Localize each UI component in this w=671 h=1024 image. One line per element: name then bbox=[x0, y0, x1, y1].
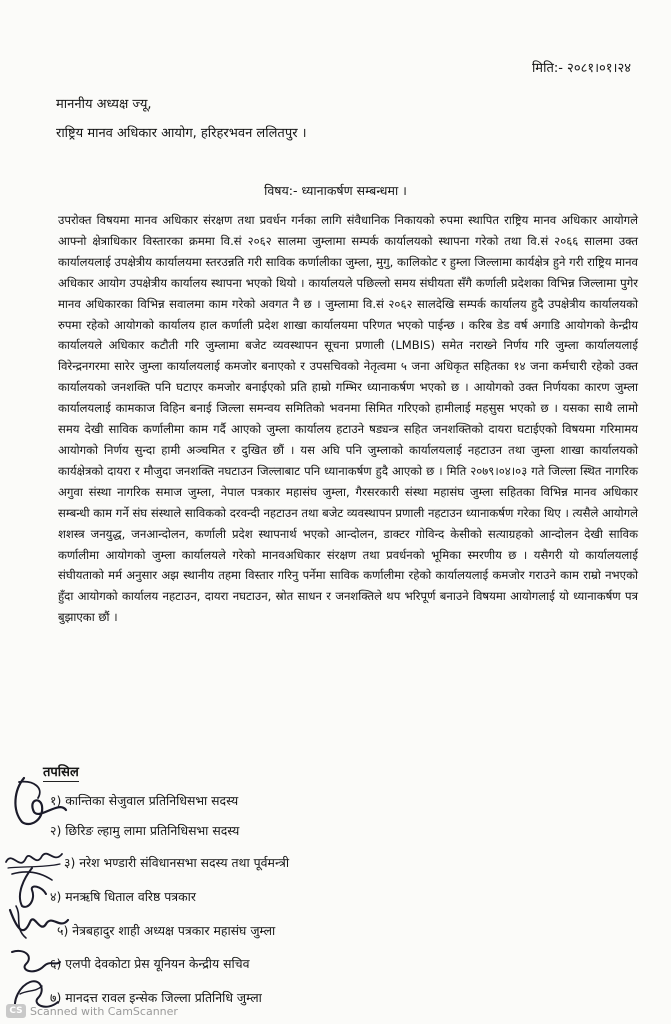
cc-item-7: ७) मानदत्त रावल इन्सेक जिल्ला प्रतिनिधि जुम्ला bbox=[50, 990, 262, 1005]
recipient-address: राष्ट्रिय मानव अधिकार आयोग, हरिहरभवन ललितपुर । bbox=[56, 126, 307, 141]
letter-body: उपरोक्त विषयमा मानव अधिकार संरक्षण तथा प्रवर्धन गर्नका लागि संवैधानिक निकायको रुपमा स्थापित राष्ट्रिय मानव अधिकार आयोगले आफ्नो क्षेत्राधिकार विस्तारका क्रममा वि.सं २०६२ सालमा जुम्लामा सम्पर्क कार्यालयको स्थापना गरेको तथा वि.सं २०६६ सालमा उक्त कार्यालयलाई उपक्षेत्रीय कार्यालयमा स्तरउन्नति गरी साविक कर्णालीका जुम्ला, मुगु, कालिकोट र हुम्ला जिल्लामा कार्यक्षेत्र हुने गरी राष्ट्रिय मानव अधिकार आयोग उपक्षेत्रीय कार्यालय स्थापना भएको थियो । कार्यालयले पछिल्लो समय संघीयता सँगै कर्णाली प्रदेशका विभिन्न जिल्लामा पुगेर मानव अधिकारका विभिन्न सवालमा काम गरेको अवगत नै छ । जुम्लामा वि.सं २०६२ सालदेखि सम्पर्क कार्यालय हुदै उपक्षेत्रीय कार्यालयको रुपमा रहेको आयोगको कार्यालय हाल कर्णाली प्रदेश शाखा कार्यालयमा परिणत भएको पाईन्छ । करिब डेड वर्ष अगाडि आयोगको केन्द्रीय कार्यालयले अधिकार कटौती गरि जुम्लामा बजेट व्यवस्थापन सूचना प्रणाली (LMBIS) समेत नराख्ने निर्णय गरि जुम्ला कार्यालयलाई विरेन्द्रनगरमा सारेर जुम्ला कार्यालयलाई कमजोर बनाएको र उपसचिवको नेतृत्वमा ५ जना अधिकृत सहितका १४ जना कर्मचारी रहेको उक्त कार्यालयको जनशक्ति पनि घटाएर कमजोर बनाईएको प्रति हाम्रो गम्भिर ध्यानाकर्षण भएको छ । आयोगको उक्त निर्णयका कारण जुम्ला कार्यालयलाई कामकाज विहिन बनाई जिल्ला समन्वय समितिको भवनमा सिमित गरिएको हामीलाई महसुस भएको छ । यसका साथै लामो समय देखी साविक कर्णालीमा काम गर्दै आएको जुम्ला कार्यालय हटाउने षड्यन्त्र सहित जनशक्तिको दायरा घटाईएको विषयमा गरिमामय आयोगको निर्णय सुन्दा हामी अञ्चमित र दुखित छौं । यस अघि पनि जुम्लाको कार्यालयलाई नहटाउन तथा जुम्ला शाखा कार्यालयको कार्यक्षेत्रको दायरा र मौजुदा जनशक्ति नघटाउन जिल्लाबाट पनि ध्यानाकर्षण हुदै आएको छ । मिति २०७९।०४।०३ गते जिल्ला स्थित नागरिक अगुवा संस्था नागरिक समाज जुम्ला, नेपाल पत्रकार महासंघ जुम्ला, गैरसरकारी संस्था महासंघ जुम्ला सहितका विभिन्न मानव अधिकार सम्बन्धी काम गर्ने संघ संस्थाले साविकको दरवन्दी नहटाउन तथा बजेट व्यवस्थापन प्रणाली नहटाउन ध्यानाकर्षण गरेका थिए । त्यसैले आयोगले शशस्त्र जनयुद्ध, जनआन्दोलन, कर्णाली प्रदेश स्थापनार्थ भएको आन्दोलन, डाक्टर गोविन्द केसीको सत्याग्रहको आन्दोलन देखी साविक कर्णालीमा आयोगको जुम्ला कार्यालयले गरेको मानवअधिकार संरक्षण तथा प्रवर्धनको भूमिका स्मरणीय छ । यसैगरी यो कार्यालयलाई संघीयताको मर्म अनुसार अझ स्थानीय तहमा विस्तार गरिनु पर्नेमा साविक कर्णालीमा रहेको कार्यालयलाई कमजोर गराउने काम राम्रो नभएको हुँदा आयोगको कार्यालय नहटाउन, दायरा नघटाउन, स्रोत साधन र जनशक्तिले थप भरिपूर्ण बनाउने विषयमा आयोगलाई यो ध्यानाकर्षण पत्र बुझाएका छौं । bbox=[58, 213, 639, 625]
cc-item-4: ४) मनऋषि धिताल वरिष्ठ पत्रकार bbox=[50, 889, 196, 904]
cc-item-5: ५) नेत्रबहादुर शाही अध्यक्ष पत्रकार महासंघ जुम्ला bbox=[57, 923, 276, 938]
recipient-salutation: माननीय अध्यक्ष ज्यू, bbox=[56, 97, 152, 112]
cc-item-3: ३) नरेश भण्डारी संविधानसभा सदस्य तथा पूर्वमन्त्री bbox=[64, 855, 290, 870]
signature-1 bbox=[4, 770, 74, 830]
camscanner-watermark bbox=[6, 1004, 178, 1018]
cc-item-2: २) छिरिङ ल्हामु लामा प्रतिनिधिसभा सदस्य bbox=[50, 823, 240, 838]
signature-5 bbox=[4, 902, 74, 942]
letter-subject: विषय:- ध्यानाकर्षण सम्बन्धमा । bbox=[264, 183, 407, 198]
letter-date: मिति:- २०८१।०१।२४ bbox=[531, 61, 631, 76]
cc-item-6: ६) एलपी देवकोटा प्रेस यूनियन केन्द्रीय सचिव bbox=[50, 956, 250, 971]
camscanner-text: Scanned with CamScanner bbox=[30, 1004, 178, 1018]
cc-item-1: १) कान्तिका सेजुवाल प्रतिनिधिसभा सदस्य bbox=[50, 793, 239, 808]
camscanner-logo: CS bbox=[6, 1004, 26, 1018]
cc-heading: तपसिल bbox=[43, 762, 79, 782]
